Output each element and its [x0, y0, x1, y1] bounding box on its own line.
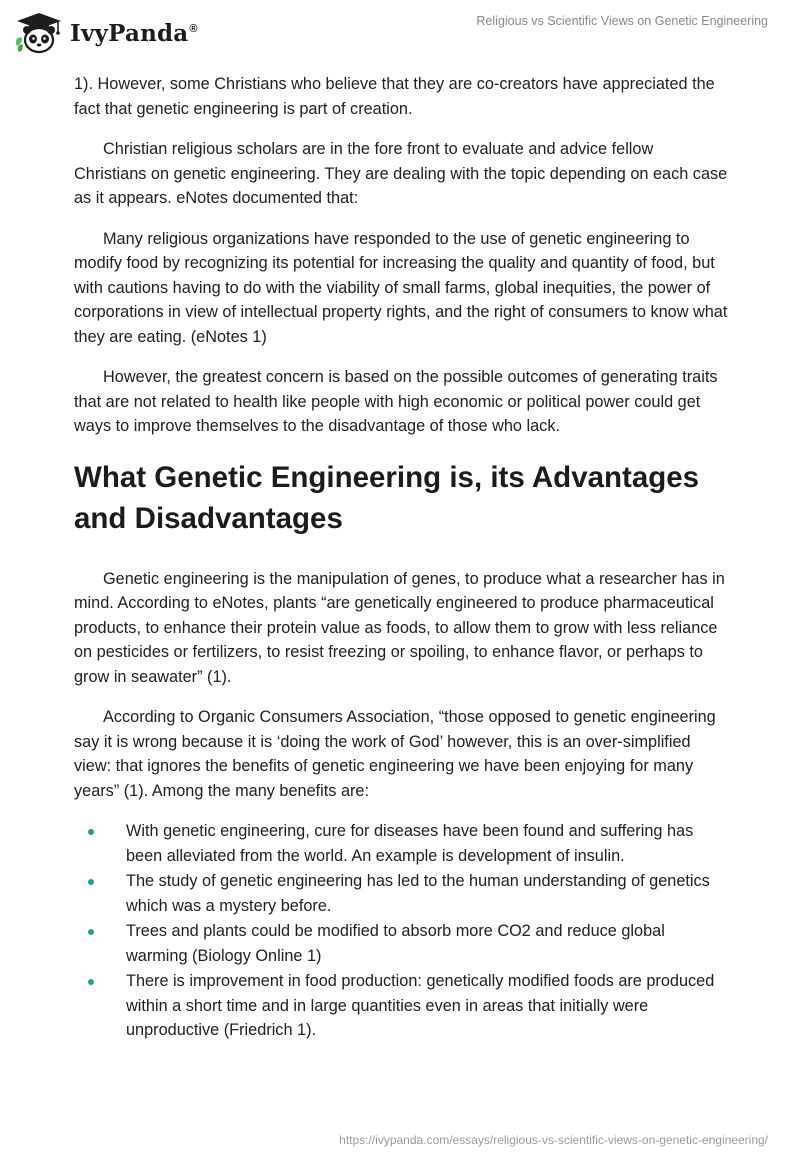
bullet-icon [88, 979, 94, 985]
list-item [74, 869, 730, 918]
paragraph: Christian religious scholars are in the fore front to evaluate and advice fellow Christians on genetic engineering. They are dealing with the topic depending on each case as it appears. eNotes documented that: [74, 140, 728, 207]
paragraph: 1). However, some Christians who believe that they are co-creators have appreciated the fact that genetic engineering is part of creation. [74, 75, 715, 118]
registered-mark: ® [189, 22, 198, 35]
paragraph: Genetic engineering is the manipulation of genes, to produce what a researcher has in mind. According to eNotes, plants “are genetically engineered to produce pharmaceutical products, to enhance their protein value as foods, to allow them to grow with less reliance on pesticides or fertilizers, to resist freezing or spoiling, to enhance flavor, or perhaps to grow in seawater” (1). [74, 569, 725, 686]
paragraph: However, the greatest concern is based on the possible outcomes of generating traits that are not related to health like people with high economic or political power could get ways to improve themselves to the disadvantage of those who lack. [74, 368, 718, 435]
list-item-text: Trees and plants could be modified to absorb more CO2 and reduce global warming (Biology Online 1) [126, 922, 665, 965]
list-item-text: There is improvement in food production: genetically modified foods are produced within a short time and in large quantities even in areas that initially were unproductive (Friedrich 1). [126, 972, 715, 1039]
benefits-list [74, 819, 730, 1043]
page-header [0, 0, 800, 70]
bullet-icon [88, 829, 94, 835]
list-item [74, 919, 730, 968]
paragraph: According to Organic Consumers Association, “those opposed to genetic engineering say it is wrong because it is ‘doing the work of God’ however, this is an over-simplified view: that ignores the benefits of genetic engineering we have been enjoying for many years” (1). Among the many benefits are: [74, 708, 716, 800]
bullet-icon [88, 929, 94, 935]
ivypanda-logo[interactable] [14, 8, 198, 58]
bullet-icon [88, 879, 94, 885]
document-title: Religious vs Scientific Views on Genetic Engineering [476, 14, 768, 28]
panda-graduate-icon [14, 12, 64, 54]
essay-content [74, 72, 730, 1044]
list-item [74, 819, 730, 868]
brand-name: IvyPanda® [70, 19, 198, 47]
source-url[interactable]: https://ivypanda.com/essays/religious-vs-scientific-views-on-genetic-engineering/ [339, 1133, 768, 1147]
list-item-text: With genetic engineering, cure for diseases have been found and suffering has been alleviated from the world. An example is development of insulin. [126, 822, 694, 865]
section-heading: What Genetic Engineering is, its Advantages and Disadvantages [74, 460, 700, 535]
list-item-text: The study of genetic engineering has led to the human understanding of genetics which was a mystery before. [126, 872, 710, 915]
list-item [74, 969, 730, 1043]
block-quote: Many religious organizations have responded to the use of genetic engineering to modify food by recognizing its potential for increasing the quality and quantity of food, but with cautions having to do with the viability of small farms, global inequities, the power of corporations in view of intellectual property rights, and the right of consumers to know what they are eating. (eNotes 1) [74, 229, 728, 346]
